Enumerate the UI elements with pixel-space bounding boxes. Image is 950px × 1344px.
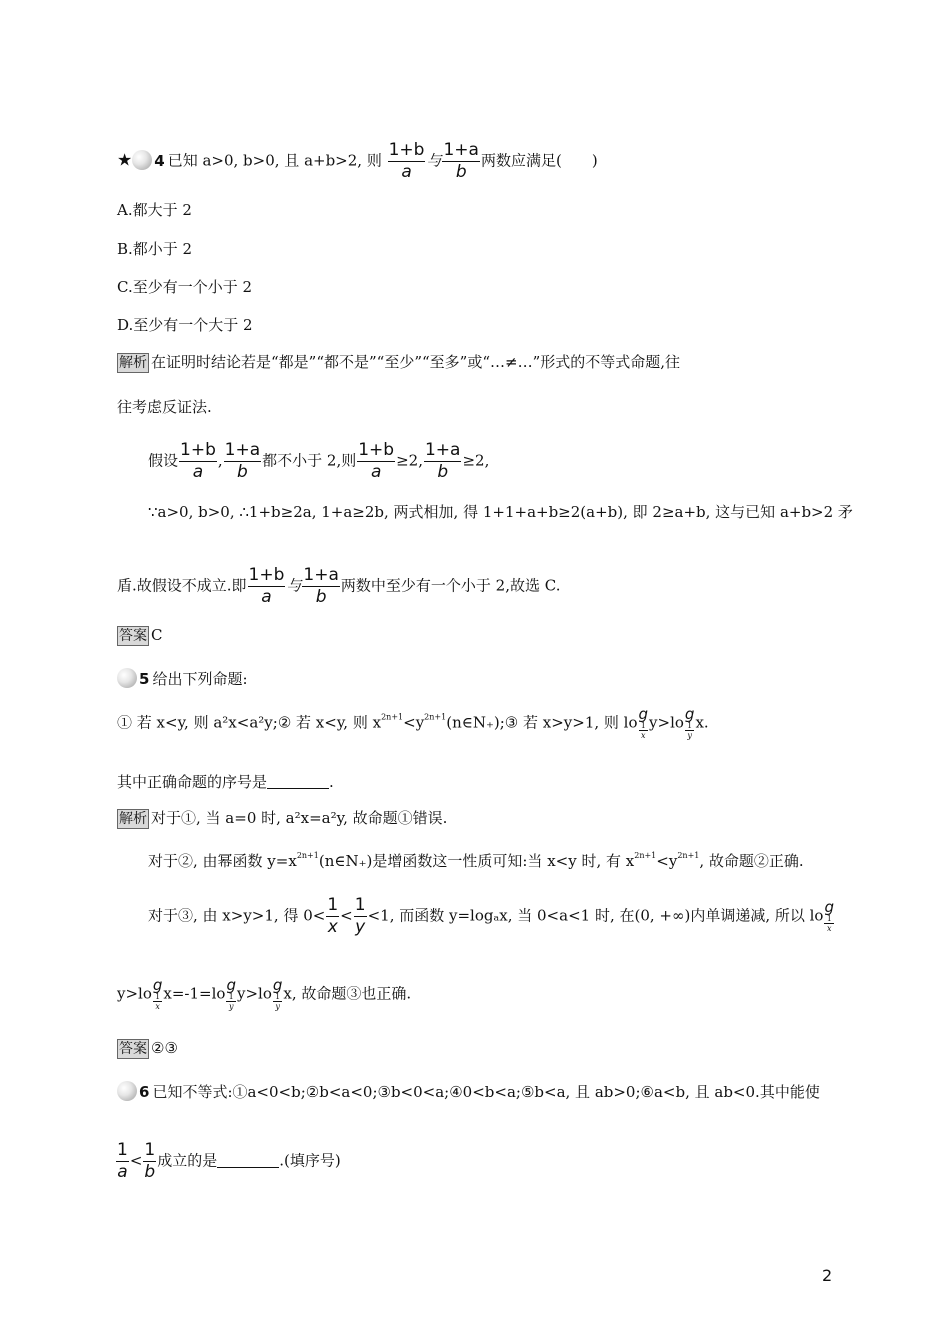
- q4-analysis-line-1: [117, 352, 680, 373]
- q5-an2d: , 故命题②正确.: [699, 852, 804, 870]
- page-number: 2: [822, 1266, 833, 1285]
- q4-assume-ge-2: ≥2,: [462, 451, 490, 470]
- q4-option-c: C.至少有一个小于 2: [117, 278, 253, 296]
- q4-assume-line: 假设 $\frac{1+b}{a}$ , $\frac{1+a}{b}$ 都不小于 2,则 $\frac{1+b}{a}$ ≥2, $\frac{1+a}{b}$ ≥2,: [148, 440, 490, 482]
- q4-answer-tag: 答案: [119, 628, 147, 644]
- q5-props-a: ① 若 x<y, 则 a²x<a²y;② 若 x<y, 则 x: [117, 713, 382, 732]
- q5-log-base-1y-d: g 1 y: [272, 976, 283, 1011]
- q4-answer-line: [117, 625, 162, 646]
- q5-an4a: y>lo: [117, 984, 152, 1003]
- q5-exp-3: 2n+1: [296, 851, 319, 860]
- q4-analysis-tag: 解析: [119, 355, 147, 371]
- q6-answer-blank[interactable]: [217, 1153, 279, 1168]
- circle-bullet-icon: [132, 150, 152, 170]
- q4-concl-post: 两数中至少有一个小于 2,故选 C.: [340, 576, 561, 595]
- q5-answer-line: [117, 1038, 178, 1059]
- q4-concl-frac-1: $\frac{1+b}{a}$: [248, 565, 285, 607]
- q4-analysis-line-2: 往考虑反证法.: [117, 398, 212, 416]
- q4-stem-post: 两数应满足( ): [480, 151, 598, 170]
- q5-exp-5: 2n+1: [677, 851, 700, 860]
- q5-an2a: 对于②, 由幂函数 y=x: [148, 852, 297, 870]
- q6-fill-end: .(填序号): [279, 1151, 341, 1170]
- q4-option-d: D.至少有一个大于 2: [117, 316, 253, 334]
- q5-propositions: [117, 707, 709, 740]
- q6-fill-text: 成立的是: [157, 1151, 218, 1170]
- q5-an2c: <y: [656, 852, 678, 870]
- q5-exp-1: 2n+1: [381, 712, 404, 722]
- q6-stem: [117, 1081, 820, 1102]
- q5-stem: [117, 668, 248, 689]
- q5-fill-line: [117, 772, 334, 792]
- q5-answer: ②③: [151, 1039, 178, 1057]
- q6-lt: <: [129, 1151, 143, 1170]
- q6-stem-text: 已知不等式:①a<0<b;②b<a<0;③b<0<a;④0<b<a;⑤b<a, 且 ab>0;⑥a<b, 且 ab<0.其中能使: [152, 1083, 820, 1101]
- q5-analysis-line-1: [117, 808, 447, 829]
- q4-concl-pre: 盾.故假设不成立.即: [117, 576, 247, 595]
- q4-option-b: B.都小于 2: [117, 240, 193, 258]
- q5-frac-1y: $\frac{1}{y}$: [354, 895, 366, 937]
- q5-an4c: y>lo: [236, 984, 272, 1003]
- q5-props-d: y>lo: [649, 713, 684, 732]
- q4-assume-frac-4: $\frac{1+a}{b}$: [424, 440, 461, 482]
- q5-number: 5: [139, 670, 150, 688]
- q6-number: 6: [139, 1083, 150, 1101]
- q4-stem: [117, 140, 598, 183]
- q5-stem-text: 给出下列命题:: [152, 670, 248, 688]
- q5-log-base-1y: g 1 y: [684, 705, 695, 740]
- q5-fill-text: 其中正确命题的序号是: [117, 773, 268, 791]
- q4-concl-conj: 与: [286, 576, 302, 595]
- q5-answer-blank[interactable]: [267, 774, 329, 789]
- q6-frac-1a: $\frac{1}{a}$: [117, 1140, 128, 1182]
- q5-answer-tag: 答案: [119, 1041, 147, 1057]
- q6-fill-line: [115, 1140, 341, 1183]
- q4-concl-frac-2: $\frac{1+a}{b}$: [303, 565, 339, 607]
- q5-log-base-1x-b: g 1 x: [824, 898, 834, 933]
- q5-analysis-line-3: [148, 895, 835, 938]
- q4-conj: 与: [426, 151, 442, 170]
- q4-assume-ge-1: ≥2,: [396, 451, 423, 470]
- q5-an2b: (n∈N₊)是增函数这一性质可知:当 x<y 时, 有 x: [318, 852, 635, 870]
- q5-an3b: <1, 而函数 y=logₐx, 当 0<a<1 时, 在(0, +∞)内单调递减, 所以 lo: [367, 906, 824, 925]
- q5-exp-2: 2n+1: [424, 712, 447, 722]
- q4-frac-2: $\frac{1+a}{b}$: [443, 140, 479, 182]
- star-icon: ★: [117, 150, 133, 171]
- circle-bullet-icon: [117, 668, 137, 688]
- q5-frac-1x: $\frac{1}{x}$: [327, 895, 339, 937]
- q5-an3a: 对于③, 由 x>y>1, 得 0<: [148, 906, 326, 925]
- q5-props-b: <y: [403, 713, 425, 732]
- q5-props-e: x.: [695, 713, 709, 732]
- q5-lt: <: [340, 906, 353, 925]
- q5-analysis-text-1: 对于①, 当 a=0 时, a²x=a²y, 故命题①错误.: [151, 809, 448, 827]
- q5-analysis-line-2: [148, 846, 804, 871]
- q4-option-a: A.都大于 2: [117, 201, 192, 219]
- q5-log-base-1x-c: g 1 x: [152, 976, 163, 1011]
- q4-assume-pre: 假设: [148, 451, 179, 470]
- q5-props-c: (n∈N₊);③ 若 x>y>1, 则 lo: [446, 713, 638, 732]
- q5-log-base-1y-c: g 1 y: [226, 976, 236, 1011]
- q4-assume-frac-2: $\frac{1+a}{b}$: [224, 440, 261, 482]
- q4-assume-frac-3: $\frac{1+b}{a}$: [358, 440, 395, 482]
- q4-conclusion-line: [117, 565, 560, 608]
- q4-assume-mid: 都不小于 2,则: [262, 451, 357, 470]
- q5-analysis-tag: 解析: [119, 811, 147, 827]
- q4-stem-pre: 已知 a>0, b>0, 且 a+b>2, 则: [167, 151, 382, 170]
- q6-frac-1b: $\frac{1}{b}$: [144, 1140, 156, 1182]
- q4-assume-frac-1: $\frac{1+b}{a}$: [180, 440, 216, 482]
- circle-bullet-icon: [117, 1081, 137, 1101]
- q5-fill-end: .: [329, 773, 334, 791]
- q4-answer: C: [151, 626, 163, 644]
- q4-frac-1: $\frac{1+b}{a}$: [388, 140, 425, 182]
- q5-an4d: x, 故命题③也正确.: [283, 984, 412, 1003]
- q5-log-base-1x: g 1 x: [638, 705, 649, 740]
- q5-an4b: x=-1=lo: [163, 984, 226, 1003]
- q5-exp-4: 2n+1: [634, 851, 657, 860]
- q4-number: 4: [154, 151, 165, 170]
- q5-analysis-line-4: [117, 978, 411, 1011]
- q4-analysis-text-1: 在证明时结论若是“都是”“都不是”“至少”“至多”或“…≠…”形式的不等式命题,往: [151, 353, 681, 371]
- q4-since-line: ∵a>0, b>0, ∴1+b≥2a, 1+a≥2b, 两式相加, 得 1+1+a+b≥2(a+b), 即 2≥a+b, 这与已知 a+b>2 矛: [148, 503, 853, 521]
